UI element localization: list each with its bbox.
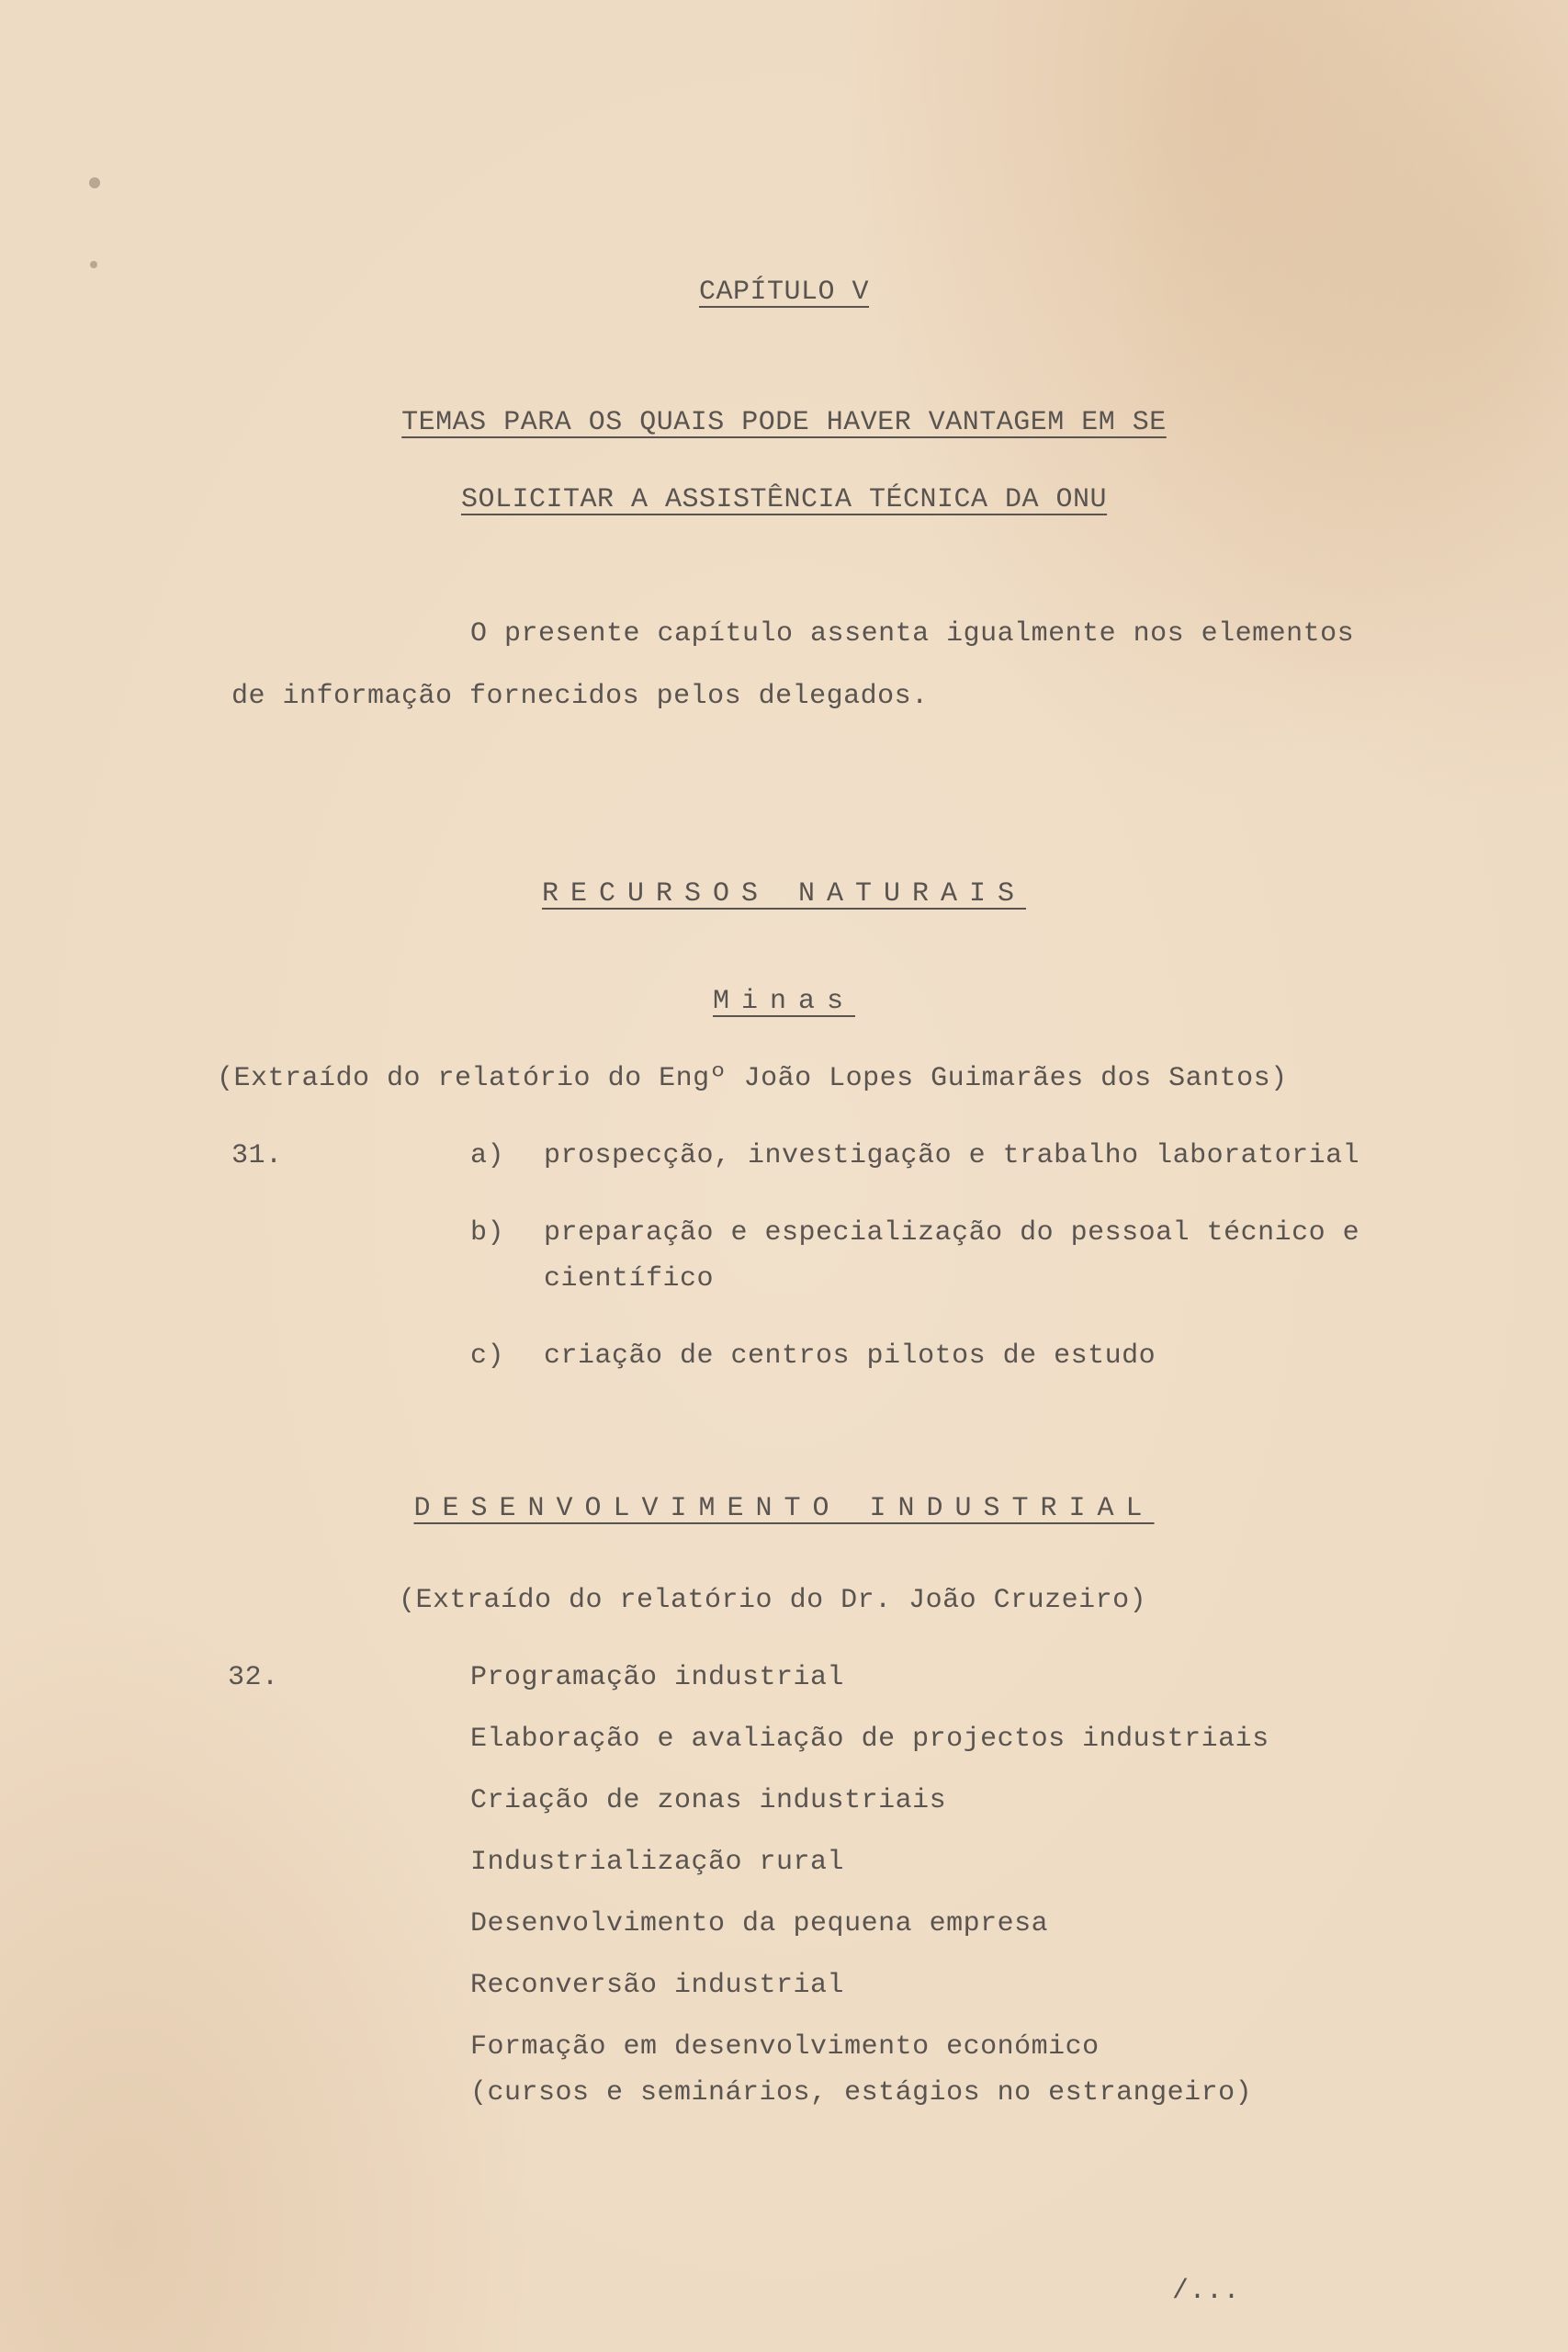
item-text-b: preparação e especialização do pessoal técnico e — [544, 1217, 1360, 1249]
section-title-line-1: TEMAS PARA OS QUAIS PODE HAVER VANTAGEM EM SE — [401, 407, 1167, 438]
paragraph-number-32: 32. — [228, 1662, 279, 1693]
natural-resources-heading: RECURSOS NATURAIS — [541, 878, 1027, 910]
section-title-line-2: SOLICITAR A ASSISTÊNCIA TÉCNICA DA ONU — [460, 484, 1108, 515]
paragraph-number-31: 31. — [231, 1140, 283, 1171]
mines-subheading: Minas — [712, 986, 855, 1017]
item-text-a: prospecção, investigação e trabalho laboratorial — [544, 1140, 1360, 1171]
list-item: Programação industrial — [470, 1662, 845, 1693]
intro-line-1: O presente capítulo assenta igualmente nos elementos — [470, 618, 1355, 650]
list-item: Reconversão industrial — [470, 1970, 845, 2001]
intro-line-2: de informação fornecidos pelos delegados. — [231, 681, 929, 712]
item-marker-c: c) — [470, 1340, 505, 1372]
industrial-source: (Extraído do relatório do Dr. João Cruzeiro) — [399, 1585, 1147, 1616]
item-marker-a: a) — [470, 1140, 505, 1171]
chapter-title: CAPÍTULO V — [698, 277, 870, 308]
list-item: Formação em desenvolvimento económico — [470, 2031, 1100, 2063]
mines-source: (Extraído do relatório do Engº João Lopes Guimarães dos Santos) — [217, 1063, 1288, 1094]
binder-hole — [89, 177, 100, 188]
list-item: (cursos e seminários, estágios no estrangeiro) — [470, 2077, 1253, 2109]
list-item: Criação de zonas industriais — [470, 1785, 947, 1816]
item-text-b-continuation: científico — [544, 1263, 715, 1295]
list-item: Industrialização rural — [470, 1847, 845, 1878]
page-continuation-mark: /... — [1172, 2276, 1241, 2307]
list-item: Elaboração e avaliação de projectos industriais — [470, 1724, 1269, 1755]
item-text-c: criação de centros pilotos de estudo — [544, 1340, 1156, 1372]
binder-hole — [90, 261, 97, 268]
list-item: Desenvolvimento da pequena empresa — [470, 1908, 1049, 1939]
industrial-development-heading: DESENVOLVIMENTO INDUSTRIAL — [413, 1493, 1155, 1524]
item-marker-b: b) — [470, 1217, 505, 1249]
